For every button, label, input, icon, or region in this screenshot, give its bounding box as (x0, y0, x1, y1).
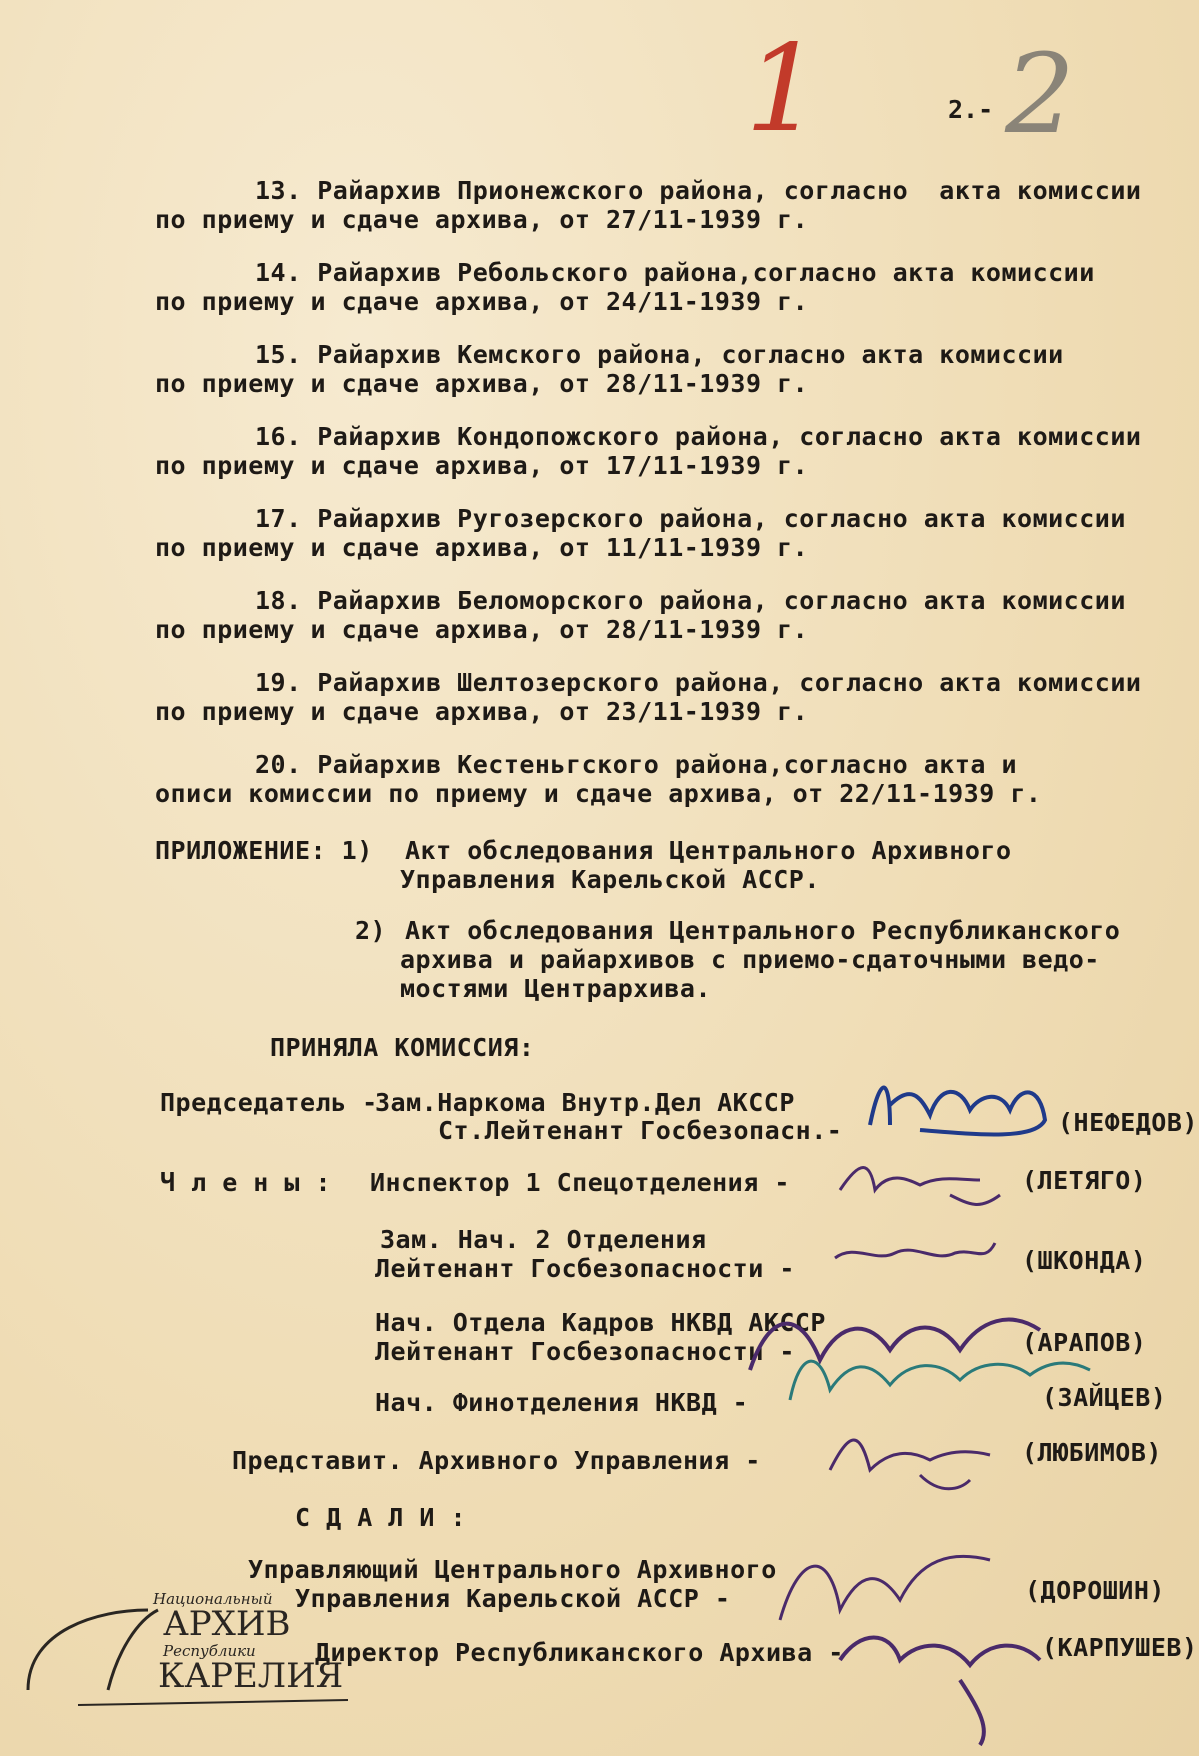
signature-lyubimov (820, 1420, 1020, 1500)
signature-nefedov (860, 1065, 1060, 1155)
member-3-line2: Лейтенант Госбезопасности - (375, 1337, 795, 1366)
logo-archive: АРХИВ (163, 1604, 291, 1644)
item-14-line1: 14. Райархив Ребольского района,согласно акта комиссии (255, 258, 1095, 287)
archive-logo (8, 1590, 368, 1720)
commission-heading: ПРИНЯЛА КОМИССИЯ: (270, 1033, 535, 1062)
item-18-line1: 18. Райархив Беломорского района, согласно акта комиссии (255, 586, 1126, 615)
handed-1-name: (ДОРОШИН) (1025, 1576, 1165, 1605)
item-16-line2: по приему и сдаче архива, от 17/11-1939 г. (155, 451, 809, 480)
item-20-line1: 20. Райархив Кестеньгского района,согласно акта и (255, 750, 1018, 779)
appendix-2-num: 2) (355, 916, 387, 945)
member-2-line2: Лейтенант Госбезопасности - (375, 1254, 795, 1283)
item-17-line1: 17. Райархив Ругозерского района, согласно акта комиссии (255, 504, 1126, 533)
members-label: Ч л е н ы : (160, 1168, 332, 1197)
item-19-line2: по приему и сдаче архива, от 23/11-1939 г. (155, 697, 809, 726)
logo-national: Национальный (153, 1590, 273, 1608)
handed-2-name: (КАРПУШЕВ) (1042, 1633, 1198, 1662)
appendix-2-line3: мостями Центрархива. (400, 974, 712, 1003)
member-4-line1: Нач. Финотделения НКВД - (375, 1388, 749, 1417)
signature-karpushev (830, 1620, 1050, 1750)
appendix-1-line2: Управления Карельской АССР. (400, 865, 820, 894)
typed-page-number: 2.- (948, 95, 994, 124)
member-5-name: (ЛЮБИМОВ) (1022, 1438, 1162, 1467)
member-2-line1: Зам. Нач. 2 Отделения (380, 1225, 707, 1254)
item-16-line1: 16. Райархив Кондопожского района, согласно акта комиссии (255, 422, 1142, 451)
appendix-2-line2: архива и райархивов с приемо-сдаточными ведо- (400, 945, 1100, 974)
handed-1-line2: Управления Карельской АССР - (295, 1584, 731, 1613)
member-3-name: (АРАПОВ) (1022, 1328, 1147, 1357)
appendix-2-line1: Акт обследования Центрального Республиканского (405, 916, 1121, 945)
item-13-line2: по приему и сдаче архива, от 27/11-1939 г. (155, 205, 809, 234)
chair-line1: Зам.Наркома Внутр.Дел АКССР (375, 1088, 795, 1117)
handed-heading: С Д А Л И : (295, 1503, 467, 1532)
member-4-name: (ЗАЙЦЕВ) (1042, 1383, 1167, 1412)
member-3-line1: Нач. Отдела Кадров НКВД АКССР (375, 1308, 826, 1337)
item-14-line2: по приему и сдаче архива, от 24/11-1939 г. (155, 287, 809, 316)
signature-zaitsev (780, 1330, 1100, 1420)
red-folio-number: 1 (745, 20, 822, 159)
chair-line2: Ст.Лейтенант Госбезопасн.- (438, 1116, 843, 1145)
chair-name: (НЕФЕДОВ) (1058, 1108, 1198, 1137)
logo-karelia: КАРЕЛИЯ (158, 1656, 344, 1696)
member-2-name: (ШКОНДА) (1022, 1246, 1147, 1275)
handed-2-line1: Директор Республиканского Архива - (315, 1638, 844, 1667)
signature-shkonda (825, 1228, 1005, 1288)
appendix-1-line1: Акт обследования Центрального Архивного (405, 836, 1012, 865)
item-17-line2: по приему и сдаче архива, от 11/11-1939 г. (155, 533, 809, 562)
item-15-line2: по приему и сдаче архива, от 28/11-1939 г. (155, 369, 809, 398)
signature-letyago (830, 1150, 1010, 1220)
item-15-line1: 15. Райархив Кемского района, согласно акта комиссии (255, 340, 1064, 369)
item-13-line1: 13. Райархив Прионежского района, согласно акта комиссии (255, 176, 1142, 205)
handed-1-line1: Управляющий Центрального Архивного (248, 1555, 777, 1584)
item-19-line1: 19. Райархив Шелтозерского района, согласно акта комиссии (255, 668, 1142, 697)
chair-label: Председатель - (160, 1088, 378, 1117)
item-18-line2: по приему и сдаче архива, от 28/11-1939 г. (155, 615, 809, 644)
appendix-label: ПРИЛОЖЕНИЕ: 1) (155, 836, 373, 865)
member-5-line1: Представит. Архивного Управления - (232, 1446, 761, 1475)
member-1-name: (ЛЕТЯГО) (1022, 1166, 1147, 1195)
member-1-line1: Инспектор 1 Спецотделения - (370, 1168, 790, 1197)
pencil-folio-number: 2 (1005, 30, 1075, 158)
item-20-line2: описи комиссии по приему и сдаче архива, от 22/11-1939 г. (155, 779, 1042, 808)
logo-republic: Республики (163, 1642, 256, 1660)
